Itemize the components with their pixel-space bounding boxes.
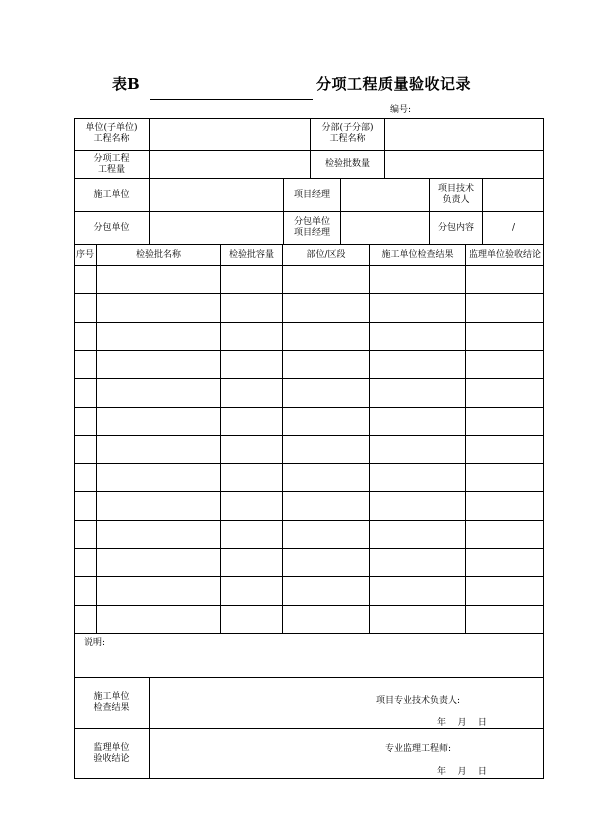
table-cell[interactable] bbox=[370, 521, 466, 549]
table-cell[interactable] bbox=[97, 464, 221, 492]
table-cell[interactable] bbox=[370, 464, 466, 492]
project-manager-field[interactable] bbox=[341, 179, 430, 212]
table-cell[interactable] bbox=[97, 492, 221, 521]
table-cell[interactable] bbox=[370, 549, 466, 577]
table-cell[interactable] bbox=[370, 379, 466, 408]
table-cell[interactable] bbox=[283, 408, 370, 436]
table-cell[interactable] bbox=[283, 323, 370, 351]
table-cell[interactable] bbox=[466, 294, 544, 323]
table-header-5: 施工单位检查结果 bbox=[370, 245, 466, 266]
subcontract-content-label: 分包内容 bbox=[430, 212, 483, 245]
construction-signer-label: 项目专业技术负责人: bbox=[376, 696, 461, 706]
batch-count-field[interactable] bbox=[385, 151, 544, 179]
table-cell[interactable] bbox=[466, 464, 544, 492]
supervision-signer-label: 专业监理工程师: bbox=[385, 744, 452, 754]
subitem-quantity-field[interactable] bbox=[150, 151, 311, 179]
table-cell[interactable] bbox=[74, 351, 97, 379]
table-cell[interactable] bbox=[74, 323, 97, 351]
table-cell[interactable] bbox=[221, 464, 283, 492]
batch-count-label: 检验批数量 bbox=[311, 151, 385, 179]
table-cell[interactable] bbox=[221, 408, 283, 436]
table-cell[interactable] bbox=[221, 577, 283, 606]
table-cell[interactable] bbox=[466, 521, 544, 549]
table-cell[interactable] bbox=[283, 379, 370, 408]
table-cell[interactable] bbox=[97, 323, 221, 351]
table-header-3: 检验批容量 bbox=[221, 245, 283, 266]
table-cell[interactable] bbox=[74, 577, 97, 606]
table-cell[interactable] bbox=[283, 266, 370, 294]
table-cell[interactable] bbox=[74, 549, 97, 577]
table-cell[interactable] bbox=[97, 266, 221, 294]
table-cell[interactable] bbox=[221, 549, 283, 577]
form-prefix: 表B bbox=[112, 75, 140, 93]
table-cell[interactable] bbox=[466, 492, 544, 521]
table-cell[interactable] bbox=[74, 266, 97, 294]
subcontract-manager-field[interactable] bbox=[341, 212, 430, 245]
table-cell[interactable] bbox=[74, 606, 97, 634]
technical-lead-field[interactable] bbox=[483, 179, 544, 212]
table-cell[interactable] bbox=[74, 492, 97, 521]
table-cell[interactable] bbox=[221, 266, 283, 294]
table-cell[interactable] bbox=[370, 351, 466, 379]
division-project-name-field[interactable] bbox=[385, 118, 544, 151]
table-cell[interactable] bbox=[370, 606, 466, 634]
table-cell[interactable] bbox=[221, 294, 283, 323]
construction-date-label: 年 月 日 bbox=[437, 718, 487, 728]
table-cell[interactable] bbox=[283, 549, 370, 577]
table-cell[interactable] bbox=[370, 436, 466, 464]
table-cell[interactable] bbox=[466, 266, 544, 294]
table-cell[interactable] bbox=[283, 577, 370, 606]
table-cell[interactable] bbox=[283, 294, 370, 323]
supervision-check-label: 监理单位 验收结论 bbox=[74, 729, 150, 779]
division-project-name-label: 分部(子分部) 工程名称 bbox=[311, 118, 385, 151]
table-cell[interactable] bbox=[283, 351, 370, 379]
table-cell[interactable] bbox=[97, 549, 221, 577]
table-cell[interactable] bbox=[97, 577, 221, 606]
subitem-quantity-label: 分项工程 工程量 bbox=[74, 151, 150, 179]
table-cell[interactable] bbox=[466, 351, 544, 379]
table-cell[interactable] bbox=[74, 379, 97, 408]
table-cell[interactable] bbox=[370, 323, 466, 351]
table-header-4: 部位/区段 bbox=[283, 245, 370, 266]
table-cell[interactable] bbox=[97, 379, 221, 408]
table-cell[interactable] bbox=[283, 521, 370, 549]
table-cell[interactable] bbox=[370, 266, 466, 294]
table-cell[interactable] bbox=[74, 521, 97, 549]
page-title: 分项工程质量验收记录 bbox=[316, 75, 472, 93]
table-cell[interactable] bbox=[97, 351, 221, 379]
form-number-underline bbox=[150, 99, 313, 100]
table-header-1: 序号 bbox=[74, 245, 97, 266]
subcontract-unit-field[interactable] bbox=[150, 212, 284, 245]
table-cell[interactable] bbox=[221, 379, 283, 408]
table-cell[interactable] bbox=[97, 436, 221, 464]
table-cell[interactable] bbox=[370, 408, 466, 436]
table-cell[interactable] bbox=[466, 379, 544, 408]
serial-number-label: 编号: bbox=[390, 105, 412, 115]
table-cell[interactable] bbox=[466, 436, 544, 464]
table-cell[interactable] bbox=[283, 606, 370, 634]
table-cell[interactable] bbox=[221, 436, 283, 464]
unit-project-name-field[interactable] bbox=[150, 118, 311, 151]
table-header-2: 检验批名称 bbox=[97, 245, 221, 266]
project-manager-label: 项目经理 bbox=[284, 179, 341, 212]
table-cell[interactable] bbox=[466, 606, 544, 634]
table-cell[interactable] bbox=[466, 323, 544, 351]
table-cell[interactable] bbox=[221, 351, 283, 379]
table-cell[interactable] bbox=[466, 408, 544, 436]
subcontract-unit-label: 分包单位 bbox=[74, 212, 150, 245]
construction-unit-label: 施工单位 bbox=[74, 179, 150, 212]
note-area: 说明: bbox=[74, 634, 544, 678]
table-cell[interactable] bbox=[370, 577, 466, 606]
table-header-6: 监理单位验收结论 bbox=[466, 245, 544, 266]
table-cell[interactable] bbox=[97, 408, 221, 436]
table-cell[interactable] bbox=[283, 492, 370, 521]
table-cell[interactable] bbox=[466, 549, 544, 577]
table-cell[interactable] bbox=[97, 521, 221, 549]
construction-check-label: 施工单位 检查结果 bbox=[74, 678, 150, 729]
table-cell[interactable] bbox=[370, 492, 466, 521]
table-cell[interactable] bbox=[370, 294, 466, 323]
table-cell[interactable] bbox=[74, 436, 97, 464]
table-cell[interactable] bbox=[74, 464, 97, 492]
table-cell[interactable] bbox=[97, 606, 221, 634]
table-cell[interactable] bbox=[221, 606, 283, 634]
subcontract-content-field[interactable]: / bbox=[483, 212, 544, 245]
table-cell[interactable] bbox=[221, 521, 283, 549]
table-cell[interactable] bbox=[74, 294, 97, 323]
supervision-date-label: 年 月 日 bbox=[437, 767, 487, 777]
unit-project-name-label: 单位(子单位) 工程名称 bbox=[74, 118, 150, 151]
construction-unit-field[interactable] bbox=[150, 179, 284, 212]
subcontract-manager-label: 分包单位 项目经理 bbox=[284, 212, 341, 245]
table-cell[interactable] bbox=[97, 294, 221, 323]
table-cell[interactable] bbox=[466, 577, 544, 606]
table-cell[interactable] bbox=[74, 408, 97, 436]
table-cell[interactable] bbox=[283, 464, 370, 492]
form-grid bbox=[74, 118, 544, 779]
table-cell[interactable] bbox=[221, 492, 283, 521]
table-cell[interactable] bbox=[283, 436, 370, 464]
table-cell[interactable] bbox=[221, 323, 283, 351]
technical-lead-label: 项目技术 负责人 bbox=[430, 179, 483, 212]
